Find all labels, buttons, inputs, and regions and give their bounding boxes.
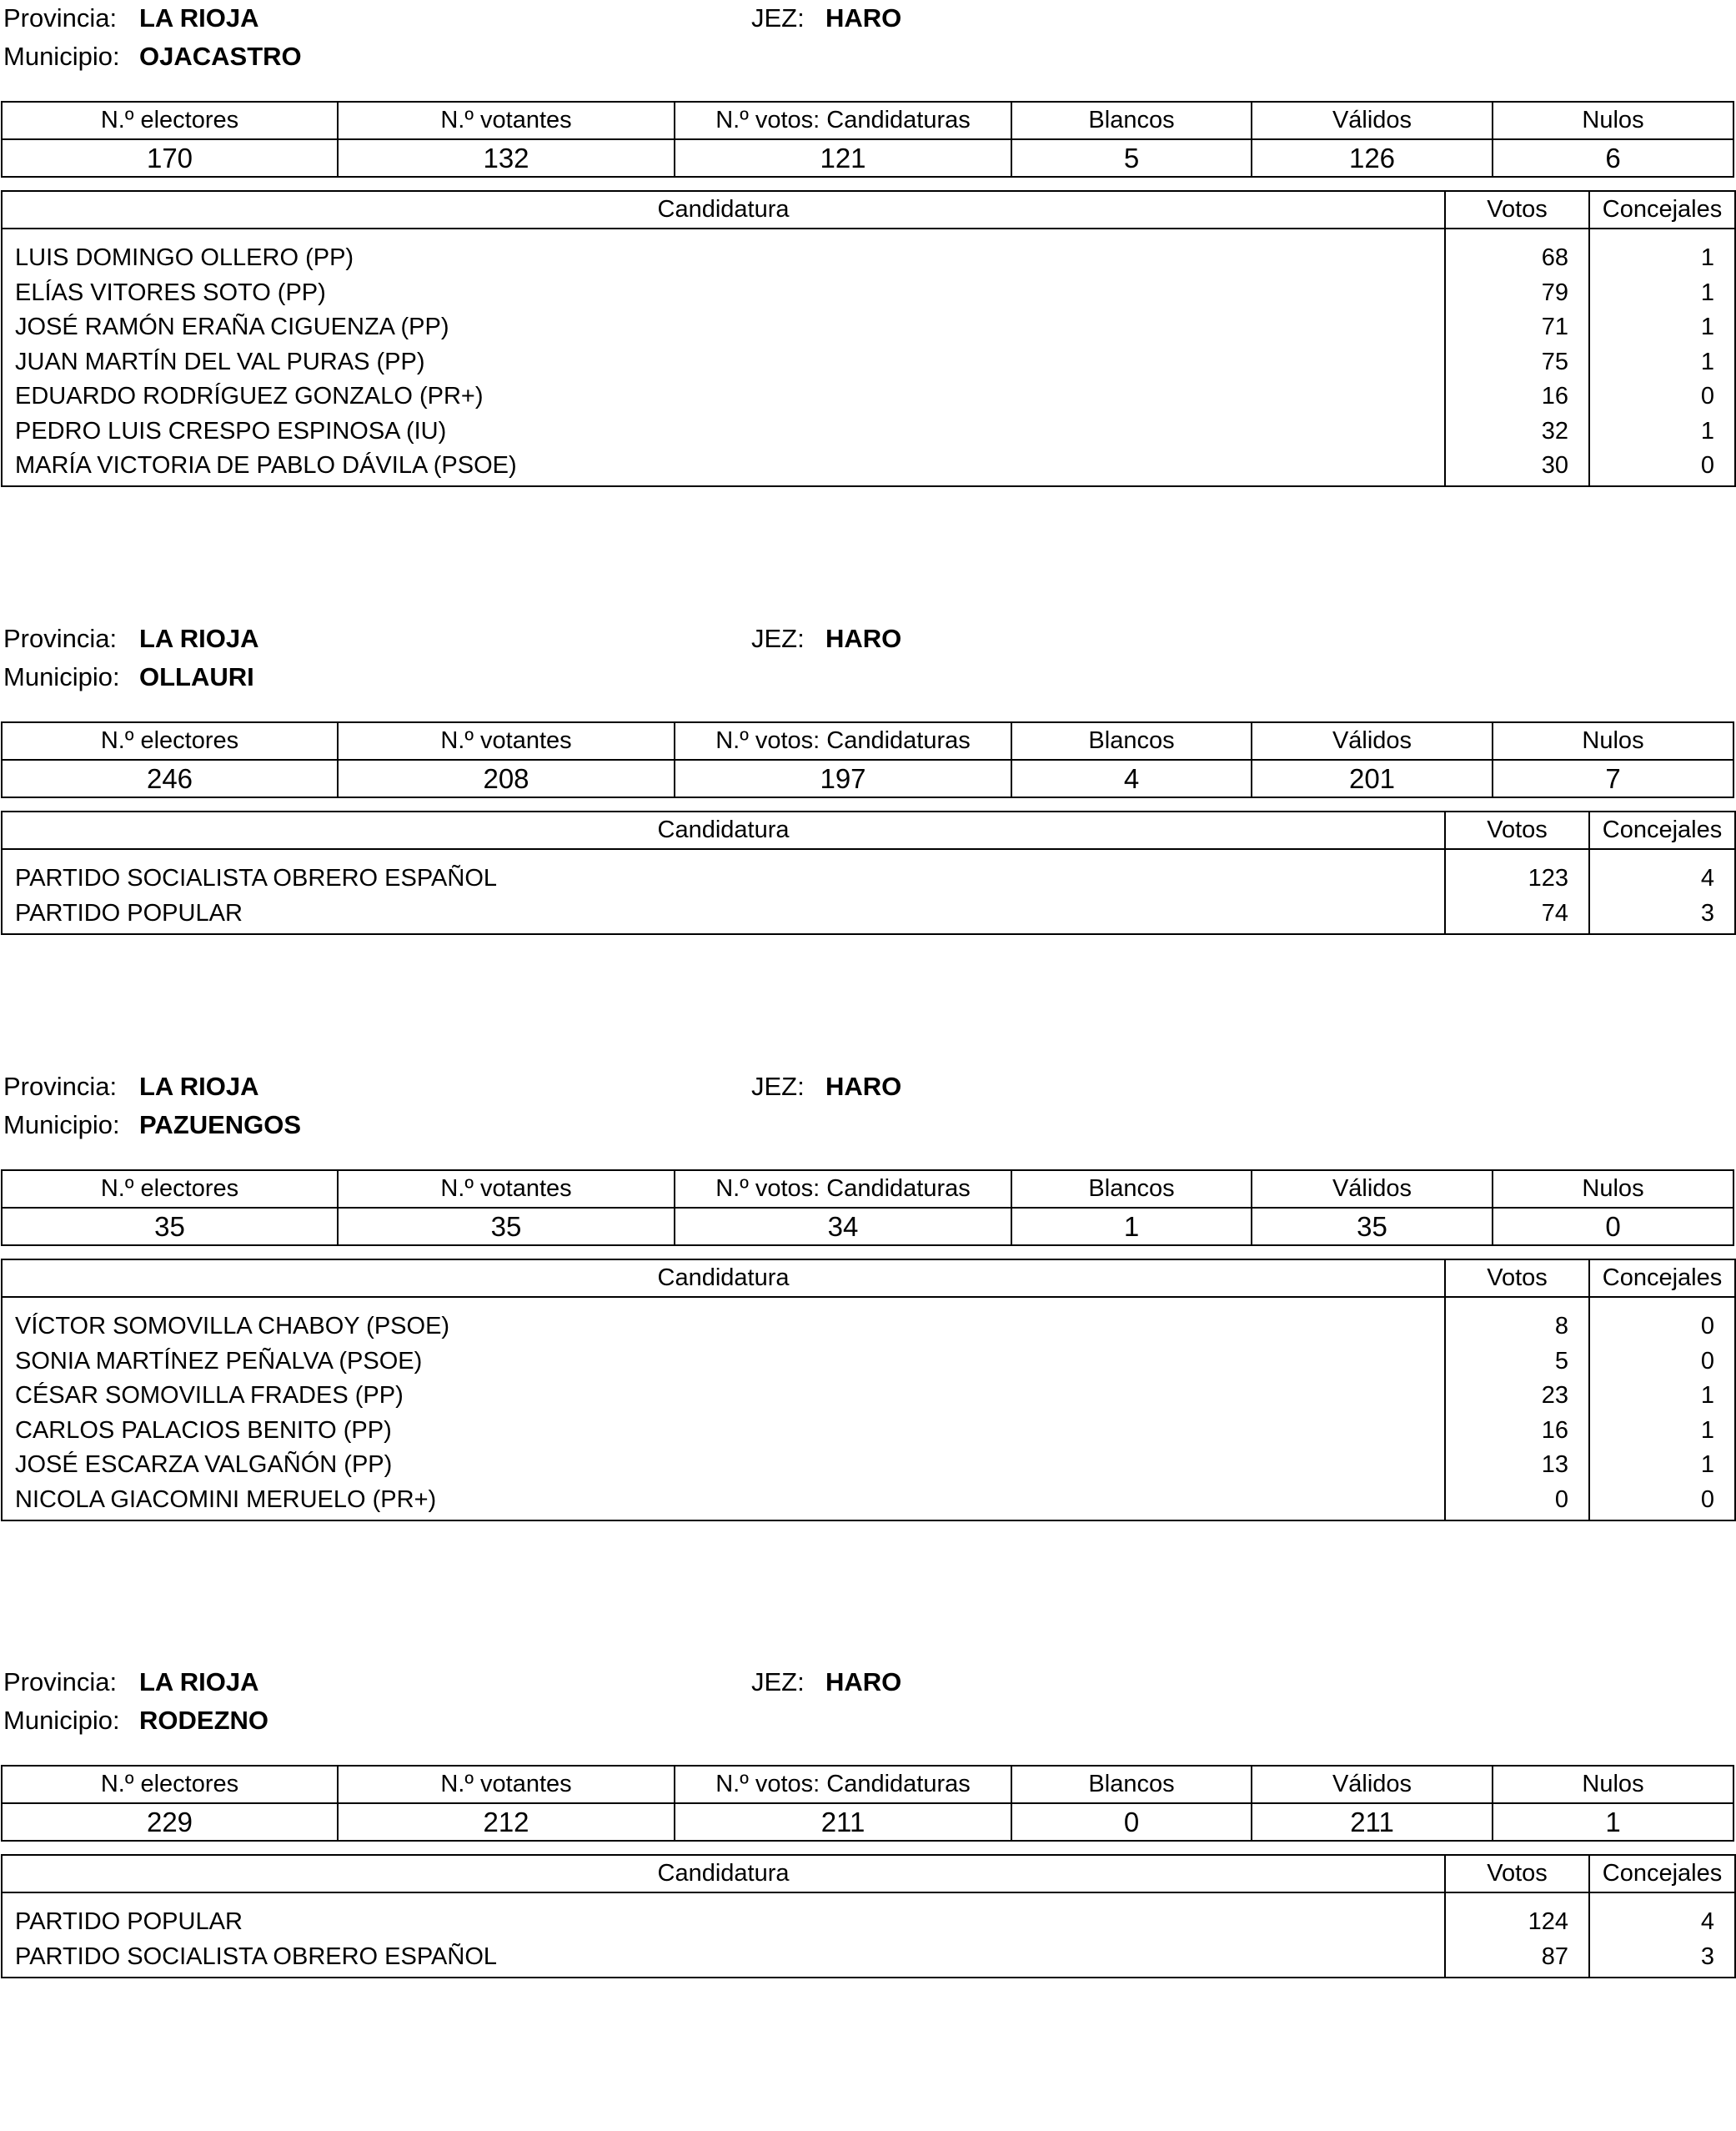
- candidate-votos: 16: [1445, 1414, 1589, 1449]
- jez-label: JEZ:: [751, 624, 805, 653]
- municipality-line: [0, 659, 1736, 696]
- summary-value-votos_cand: 121: [675, 139, 1011, 177]
- summary-header-nulos: Nulos: [1493, 1766, 1733, 1803]
- candidates-table: [1, 1854, 1736, 1978]
- candidate-name: PEDRO LUIS CRESPO ESPINOSA (IU): [2, 415, 1445, 450]
- candidate-concejales: 0: [1589, 1483, 1735, 1520]
- spacer-cell: [1445, 229, 1589, 241]
- spacer-cell: [2, 1297, 1445, 1309]
- summary-header-row: [2, 1170, 1733, 1208]
- summary-header-blancos: Blancos: [1011, 722, 1252, 760]
- summary-header-votantes: N.º votantes: [338, 722, 675, 760]
- summary-value-blancos: 0: [1011, 1803, 1252, 1841]
- municipality-section: [0, 1664, 1736, 2131]
- summary-value-electores: 229: [2, 1803, 338, 1841]
- municipio-label: Municipio:: [3, 42, 120, 71]
- spacer-row: [2, 1892, 1735, 1905]
- candidate-name: PARTIDO POPULAR: [2, 1905, 1445, 1940]
- candidate-name: PARTIDO SOCIALISTA OBRERO ESPAÑOL: [2, 862, 1445, 897]
- provincia-label: Provincia:: [3, 1667, 118, 1696]
- candidate-concejales: 4: [1589, 862, 1735, 897]
- candidate-row: [2, 1379, 1735, 1414]
- summary-header-nulos: Nulos: [1493, 102, 1733, 139]
- candidate-concejales: 0: [1589, 449, 1735, 486]
- summary-value-validos: 35: [1252, 1208, 1493, 1245]
- provincia-label: Provincia:: [3, 3, 118, 33]
- province-line: [0, 0, 1736, 37]
- candidate-concejales: 1: [1589, 345, 1735, 380]
- municipio-value: OLLAURI: [139, 662, 254, 691]
- summary-header-votos_cand: N.º votos: Candidaturas: [675, 1170, 1011, 1208]
- summary-value-votos_cand: 34: [675, 1208, 1011, 1245]
- candidate-votos: 13: [1445, 1448, 1589, 1483]
- candidate-votos: 124: [1445, 1905, 1589, 1940]
- municipio-value: RODEZNO: [139, 1706, 268, 1735]
- votos-header: Votos: [1445, 1855, 1589, 1892]
- provincia-label: Provincia:: [3, 1072, 118, 1101]
- spacer-row: [2, 1297, 1735, 1309]
- candidate-name: MARÍA VICTORIA DE PABLO DÁVILA (PSOE): [2, 449, 1445, 486]
- spacer-row: [2, 229, 1735, 241]
- summary-header-votos_cand: N.º votos: Candidaturas: [675, 102, 1011, 139]
- summary-header-validos: Válidos: [1252, 1766, 1493, 1803]
- municipio-label: Municipio:: [3, 1110, 120, 1139]
- candidate-row: [2, 1448, 1735, 1483]
- spacer-cell: [1589, 849, 1735, 862]
- municipio-value: OJACASTRO: [139, 42, 302, 71]
- concejales-header: Concejales: [1589, 191, 1735, 229]
- candidate-votos: 23: [1445, 1379, 1589, 1414]
- candidates-header-row: [2, 191, 1735, 229]
- summary-values-row: [2, 760, 1733, 797]
- summary-value-blancos: 5: [1011, 139, 1252, 177]
- summary-value-nulos: 7: [1493, 760, 1733, 797]
- candidate-row: [2, 415, 1735, 450]
- candidate-name: CÉSAR SOMOVILLA FRADES (PP): [2, 1379, 1445, 1414]
- municipality-section: [0, 0, 1736, 479]
- candidate-name: SONIA MARTÍNEZ PEÑALVA (PSOE): [2, 1344, 1445, 1380]
- candidate-votos: 32: [1445, 415, 1589, 450]
- provincia-value: LA RIOJA: [139, 3, 259, 33]
- candidate-row: [2, 345, 1735, 380]
- summary-value-electores: 170: [2, 139, 338, 177]
- summary-values-row: [2, 139, 1733, 177]
- candidates-header-row: [2, 812, 1735, 849]
- summary-header-validos: Válidos: [1252, 722, 1493, 760]
- summary-value-votos_cand: 211: [675, 1803, 1011, 1841]
- candidate-votos: 0: [1445, 1483, 1589, 1520]
- candidate-votos: 123: [1445, 862, 1589, 897]
- provincia-label: Provincia:: [3, 624, 118, 653]
- candidate-votos: 74: [1445, 897, 1589, 934]
- spacer-cell: [1445, 1892, 1589, 1905]
- provincia-value: LA RIOJA: [139, 1072, 259, 1101]
- votos-header: Votos: [1445, 812, 1589, 849]
- candidate-concejales: 4: [1589, 1905, 1735, 1940]
- candidate-name: VÍCTOR SOMOVILLA CHABOY (PSOE): [2, 1309, 1445, 1344]
- candidate-row: [2, 241, 1735, 276]
- candidate-votos: 68: [1445, 241, 1589, 276]
- summary-value-nulos: 1: [1493, 1803, 1733, 1841]
- summary-header-votos_cand: N.º votos: Candidaturas: [675, 722, 1011, 760]
- summary-value-validos: 211: [1252, 1803, 1493, 1841]
- spacer-cell: [2, 849, 1445, 862]
- municipality-line: [0, 38, 1736, 75]
- candidate-row: [2, 1940, 1735, 1978]
- summary-header-blancos: Blancos: [1011, 102, 1252, 139]
- candidate-name: JOSÉ RAMÓN ERAÑA CIGUENZA (PP): [2, 310, 1445, 345]
- jez-value: HARO: [825, 1072, 902, 1101]
- candidate-name: JOSÉ ESCARZA VALGAÑÓN (PP): [2, 1448, 1445, 1483]
- candidates-table: [1, 811, 1736, 935]
- summary-header-blancos: Blancos: [1011, 1766, 1252, 1803]
- spacer-cell: [2, 229, 1445, 241]
- candidate-row: [2, 310, 1735, 345]
- summary-header-electores: N.º electores: [2, 1766, 338, 1803]
- summary-value-blancos: 1: [1011, 1208, 1252, 1245]
- summary-header-votos_cand: N.º votos: Candidaturas: [675, 1766, 1011, 1803]
- jez-value: HARO: [825, 3, 902, 33]
- candidate-name: ELÍAS VITORES SOTO (PP): [2, 276, 1445, 311]
- summary-value-blancos: 4: [1011, 760, 1252, 797]
- candidate-votos: 16: [1445, 379, 1589, 415]
- candidates-table: [1, 1259, 1736, 1521]
- summary-value-votantes: 132: [338, 139, 675, 177]
- municipio-value: PAZUENGOS: [139, 1110, 302, 1139]
- provincia-value: LA RIOJA: [139, 1667, 259, 1696]
- candidate-concejales: 3: [1589, 897, 1735, 934]
- summary-table: [1, 1169, 1734, 1246]
- summary-table: [1, 1765, 1734, 1842]
- candidate-row: [2, 449, 1735, 486]
- summary-value-validos: 201: [1252, 760, 1493, 797]
- summary-header-electores: N.º electores: [2, 722, 338, 760]
- candidate-votos: 79: [1445, 276, 1589, 311]
- candidate-name: NICOLA GIACOMINI MERUELO (PR+): [2, 1483, 1445, 1520]
- candidate-row: [2, 1905, 1735, 1940]
- spacer-cell: [2, 1892, 1445, 1905]
- summary-header-validos: Válidos: [1252, 102, 1493, 139]
- summary-table: [1, 721, 1734, 798]
- province-line: [0, 621, 1736, 657]
- municipality-line: [0, 1702, 1736, 1739]
- candidate-concejales: 1: [1589, 276, 1735, 311]
- municipality-section: [0, 1068, 1736, 1535]
- candidate-concejales: 1: [1589, 241, 1735, 276]
- spacer-cell: [1589, 229, 1735, 241]
- candidate-name: PARTIDO POPULAR: [2, 897, 1445, 934]
- candidate-votos: 30: [1445, 449, 1589, 486]
- summary-header-votantes: N.º votantes: [338, 102, 675, 139]
- summary-value-validos: 126: [1252, 139, 1493, 177]
- summary-header-electores: N.º electores: [2, 1170, 338, 1208]
- summary-value-votantes: 212: [338, 1803, 675, 1841]
- spacer-cell: [1445, 1297, 1589, 1309]
- spacer-row: [2, 849, 1735, 862]
- candidate-row: [2, 862, 1735, 897]
- candidate-row: [2, 1483, 1735, 1520]
- candidate-concejales: 1: [1589, 1448, 1735, 1483]
- candidate-votos: 75: [1445, 345, 1589, 380]
- municipality-line: [0, 1107, 1736, 1143]
- summary-header-votantes: N.º votantes: [338, 1170, 675, 1208]
- jez-value: HARO: [825, 1667, 902, 1696]
- candidate-concejales: 0: [1589, 1344, 1735, 1380]
- candidates-header-row: [2, 1855, 1735, 1892]
- candidate-concejales: 1: [1589, 1414, 1735, 1449]
- candidate-concejales: 3: [1589, 1940, 1735, 1978]
- candidate-votos: 5: [1445, 1344, 1589, 1380]
- summary-value-nulos: 6: [1493, 139, 1733, 177]
- summary-value-votos_cand: 197: [675, 760, 1011, 797]
- spacer-cell: [1589, 1892, 1735, 1905]
- summary-value-votantes: 208: [338, 760, 675, 797]
- candidate-name: LUIS DOMINGO OLLERO (PP): [2, 241, 1445, 276]
- summary-values-row: [2, 1803, 1733, 1841]
- summary-header-nulos: Nulos: [1493, 722, 1733, 760]
- province-line: [0, 1664, 1736, 1701]
- municipality-section: [0, 621, 1736, 1088]
- candidate-row: [2, 1344, 1735, 1380]
- jez-label: JEZ:: [751, 3, 805, 33]
- candidate-name: CARLOS PALACIOS BENITO (PP): [2, 1414, 1445, 1449]
- candidates-table: [1, 190, 1736, 487]
- votos-header: Votos: [1445, 1259, 1589, 1297]
- candidate-concejales: 0: [1589, 379, 1735, 415]
- candidate-concejales: 1: [1589, 415, 1735, 450]
- concejales-header: Concejales: [1589, 812, 1735, 849]
- province-line: [0, 1068, 1736, 1105]
- candidate-row: [2, 1309, 1735, 1344]
- summary-value-electores: 246: [2, 760, 338, 797]
- candidate-row: [2, 897, 1735, 934]
- summary-values-row: [2, 1208, 1733, 1245]
- municipio-label: Municipio:: [3, 662, 120, 691]
- jez-label: JEZ:: [751, 1072, 805, 1101]
- concejales-header: Concejales: [1589, 1855, 1735, 1892]
- candidatura-header: Candidatura: [2, 1259, 1445, 1297]
- candidate-name: EDUARDO RODRÍGUEZ GONZALO (PR+): [2, 379, 1445, 415]
- candidate-row: [2, 379, 1735, 415]
- candidate-concejales: 1: [1589, 1379, 1735, 1414]
- summary-header-row: [2, 102, 1733, 139]
- candidate-name: JUAN MARTÍN DEL VAL PURAS (PP): [2, 345, 1445, 380]
- concejales-header: Concejales: [1589, 1259, 1735, 1297]
- candidate-votos: 8: [1445, 1309, 1589, 1344]
- summary-value-nulos: 0: [1493, 1208, 1733, 1245]
- summary-header-votantes: N.º votantes: [338, 1766, 675, 1803]
- spacer-cell: [1589, 1297, 1735, 1309]
- summary-header-blancos: Blancos: [1011, 1170, 1252, 1208]
- candidate-row: [2, 276, 1735, 311]
- summary-table: [1, 101, 1734, 178]
- candidatura-header: Candidatura: [2, 1855, 1445, 1892]
- summary-header-row: [2, 1766, 1733, 1803]
- summary-header-nulos: Nulos: [1493, 1170, 1733, 1208]
- summary-header-row: [2, 722, 1733, 760]
- candidatura-header: Candidatura: [2, 191, 1445, 229]
- candidate-votos: 87: [1445, 1940, 1589, 1978]
- candidate-name: PARTIDO SOCIALISTA OBRERO ESPAÑOL: [2, 1940, 1445, 1978]
- candidates-header-row: [2, 1259, 1735, 1297]
- jez-label: JEZ:: [751, 1667, 805, 1696]
- votos-header: Votos: [1445, 191, 1589, 229]
- summary-value-electores: 35: [2, 1208, 338, 1245]
- candidate-row: [2, 1414, 1735, 1449]
- municipio-label: Municipio:: [3, 1706, 120, 1735]
- candidate-concejales: 1: [1589, 310, 1735, 345]
- summary-header-electores: N.º electores: [2, 102, 338, 139]
- spacer-cell: [1445, 849, 1589, 862]
- candidate-votos: 71: [1445, 310, 1589, 345]
- jez-value: HARO: [825, 624, 902, 653]
- provincia-value: LA RIOJA: [139, 624, 259, 653]
- candidate-concejales: 0: [1589, 1309, 1735, 1344]
- summary-value-votantes: 35: [338, 1208, 675, 1245]
- summary-header-validos: Válidos: [1252, 1170, 1493, 1208]
- candidatura-header: Candidatura: [2, 812, 1445, 849]
